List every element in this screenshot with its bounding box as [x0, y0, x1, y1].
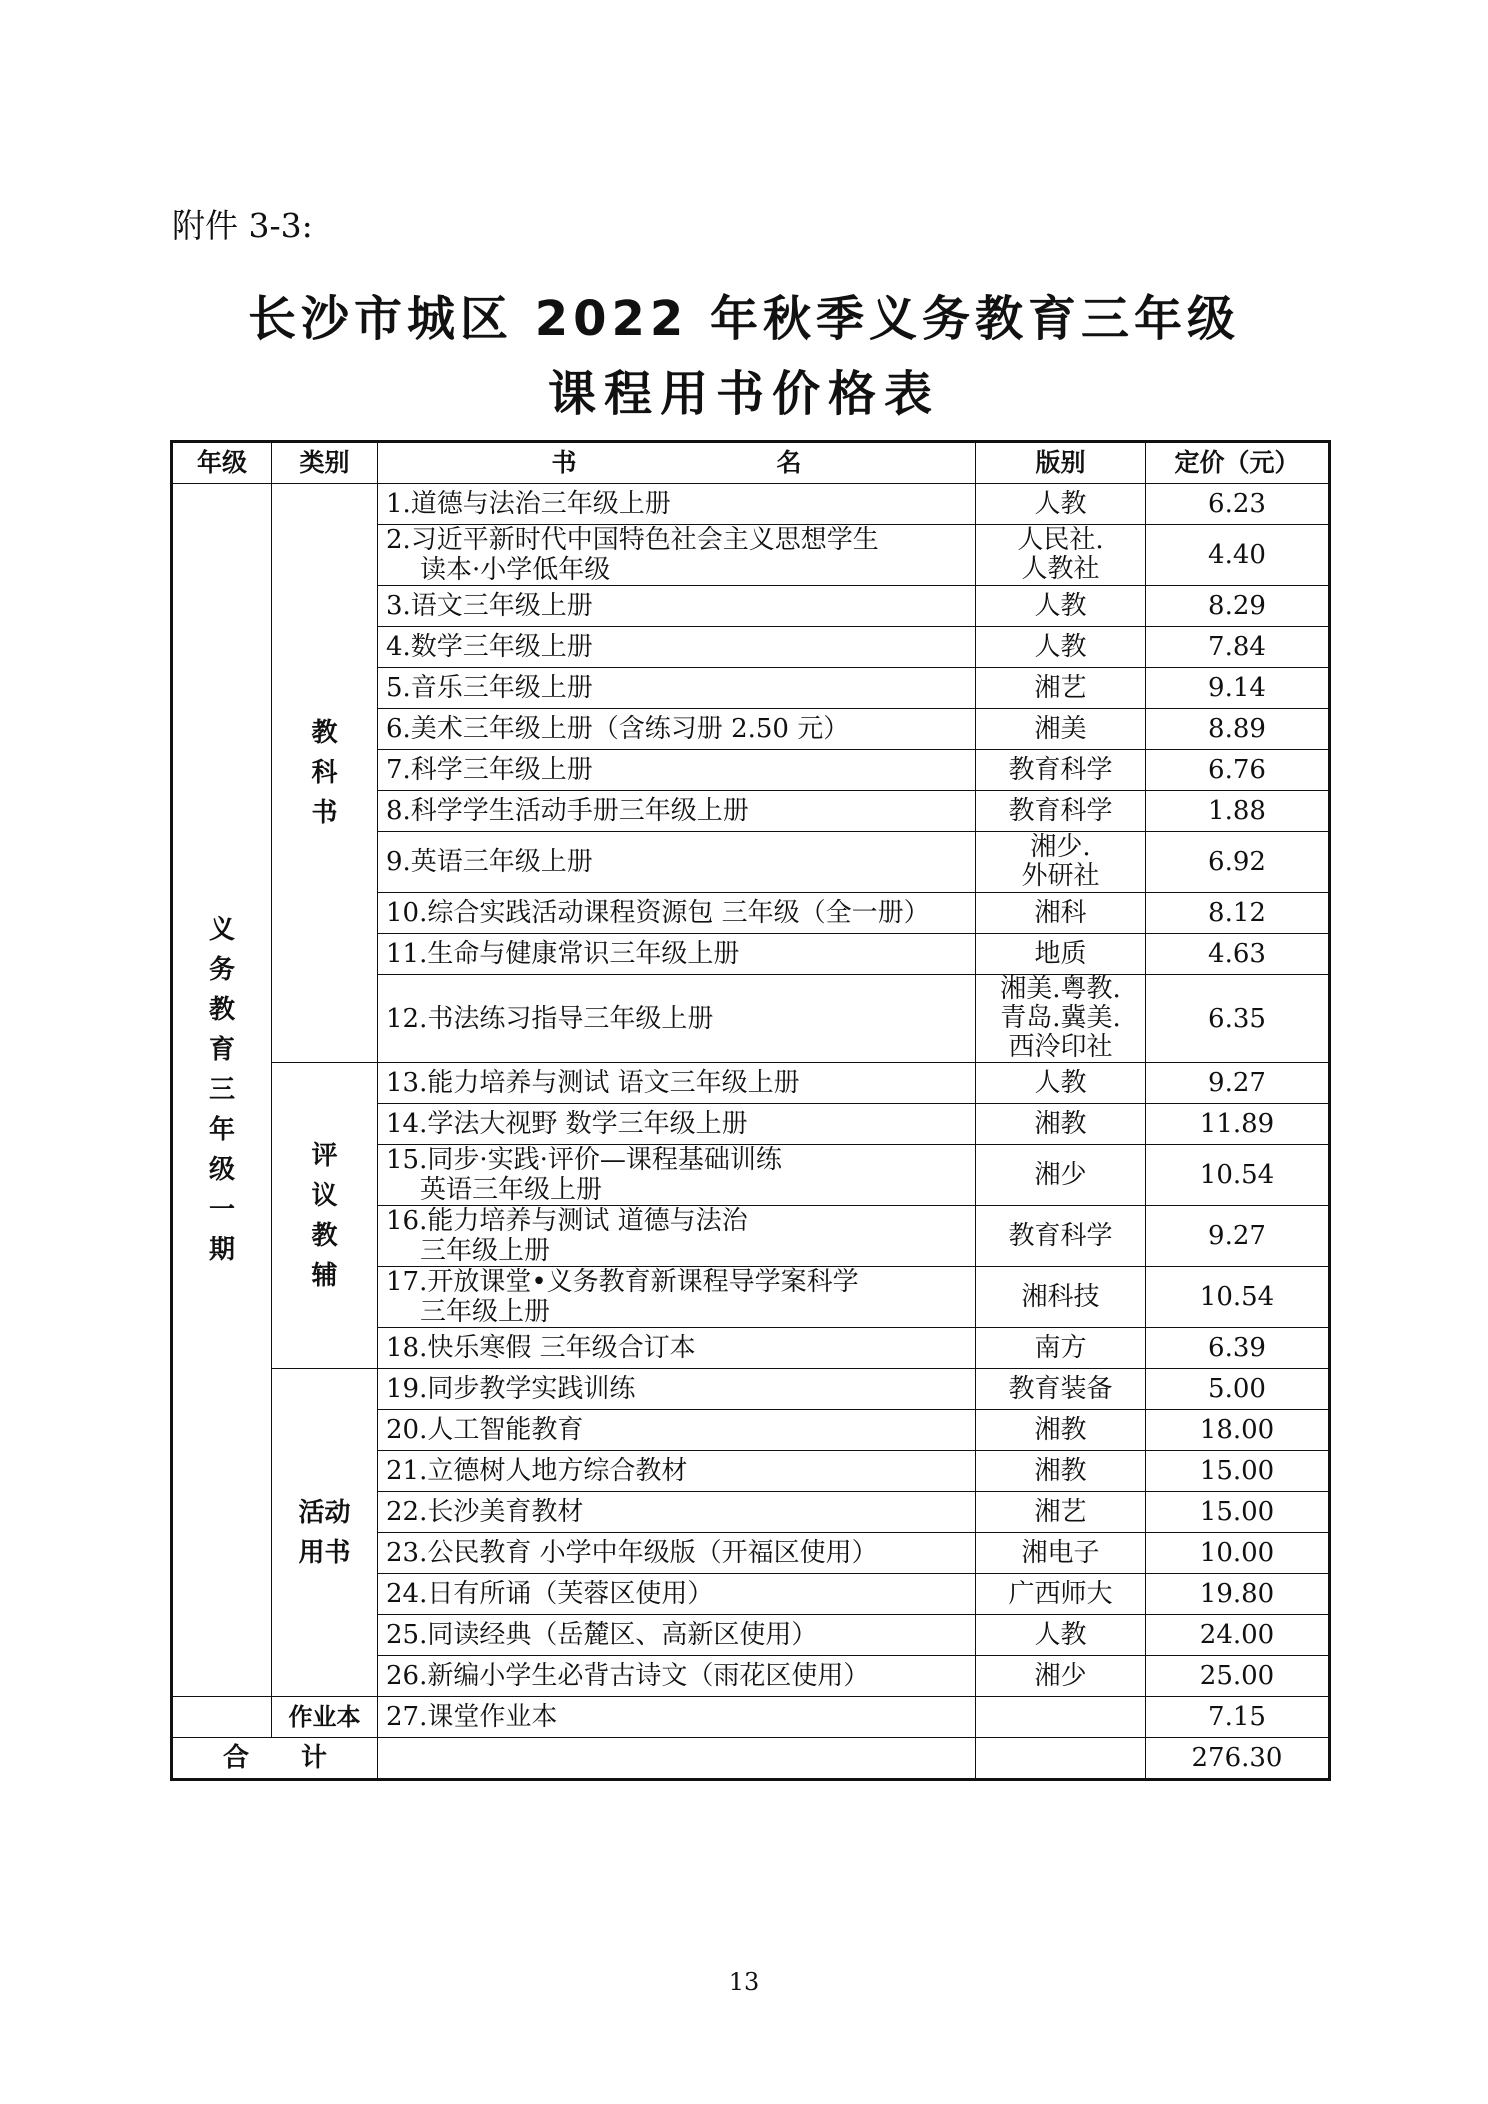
book-name: 26.新编小学生必背古诗文（雨花区使用） [386, 1661, 870, 1691]
edition-cell [976, 525, 1146, 586]
book-name-cell [378, 1451, 976, 1492]
edition: 地质 [1034, 938, 1087, 969]
price-cell: 6.35 [1146, 975, 1330, 1063]
book-name: 19.同步教学实践训练 [386, 1374, 636, 1404]
book-name-line2: 三年级上册 [420, 1297, 551, 1327]
price-cell: 15.00 [1146, 1492, 1330, 1533]
book-name: 1.道德与法治三年级上册 [386, 489, 671, 519]
grade-cell-empty [172, 1697, 272, 1738]
book-name-cell [378, 750, 976, 791]
book-name: 18.快乐寒假 三年级合订本 [386, 1333, 696, 1363]
price-cell: 19.80 [1146, 1574, 1330, 1615]
book-name-line2: 读本·小学低年级 [420, 555, 611, 585]
price-cell: 4.40 [1146, 525, 1330, 586]
table-header-row [172, 442, 1330, 484]
book-name-line2: 三年级上册 [420, 1236, 551, 1266]
price-cell: 6.39 [1146, 1328, 1330, 1369]
page-number: 13 [728, 1968, 760, 1996]
book-name-cell [378, 586, 976, 627]
book-name-cell [378, 975, 976, 1063]
edition: 南方 [1034, 1332, 1087, 1363]
header-category: 类别 [272, 442, 378, 484]
price-cell: 9.27 [1146, 1206, 1330, 1267]
edition-cell [976, 832, 1146, 893]
price-cell: 5.00 [1146, 1369, 1330, 1410]
book-name-cell [378, 934, 976, 975]
book-name: 25.同读经典（岳麓区、高新区使用） [386, 1620, 818, 1650]
edition-cell [976, 668, 1146, 709]
page-title: 长沙市城区 2022 年秋季义务教育三年级 [247, 291, 1241, 347]
total-row [172, 1738, 1330, 1780]
category-textbook: 教 科 书 [272, 484, 378, 1063]
edition-cell [976, 1063, 1146, 1104]
edition: 湘美.粤教. [1000, 974, 1121, 1004]
book-name-cell [378, 484, 976, 525]
book-name: 8.科学学生活动手册三年级上册 [386, 796, 749, 826]
price-cell: 6.92 [1146, 832, 1330, 893]
book-name: 12.书法练习指导三年级上册 [386, 1003, 714, 1034]
edition-cell [976, 484, 1146, 525]
price-cell: 15.00 [1146, 1451, 1330, 1492]
edition: 湘教 [1034, 1455, 1087, 1486]
book-name-cell [378, 1267, 976, 1328]
edition: 湘教 [1034, 1414, 1087, 1445]
book-name-cell [378, 1697, 976, 1738]
edition: 人教 [1034, 1067, 1087, 1098]
book-name-cell [378, 1615, 976, 1656]
book-name-cell [378, 1410, 976, 1451]
price-table [170, 440, 1331, 1781]
edition-cell [976, 1104, 1146, 1145]
category-homework: 作业本 [272, 1697, 378, 1738]
edition-line2: 人教社 [1021, 554, 1100, 584]
book-name: 13.能力培养与测试 语文三年级上册 [386, 1068, 800, 1098]
book-name-line2: 英语三年级上册 [420, 1175, 603, 1205]
edition: 人教 [1034, 488, 1087, 519]
edition-cell [976, 1369, 1146, 1410]
book-name-cell [378, 1206, 976, 1267]
edition: 湘少. [1030, 832, 1091, 862]
book-name-cell [378, 893, 976, 934]
edition: 人教 [1034, 1619, 1087, 1650]
edition-cell [976, 1533, 1146, 1574]
category-review: 评 议 教 辅 [272, 1063, 378, 1369]
edition-cell [976, 934, 1146, 975]
book-name: 20.人工智能教育 [386, 1415, 584, 1445]
book-name-cell [378, 627, 976, 668]
book-name-cell [378, 1369, 976, 1410]
edition-cell [976, 709, 1146, 750]
edition-cell [976, 1697, 1146, 1738]
table-body [172, 484, 1330, 1780]
book-name-cell [378, 1574, 976, 1615]
edition-cell [976, 1492, 1146, 1533]
book-name: 10.综合实践活动课程资源包 三年级（全一册） [386, 898, 930, 928]
book-name-line1: 2.习近平新时代中国特色社会主义思想学生 [386, 525, 879, 555]
book-name-cell [378, 1533, 976, 1574]
table-row [172, 484, 1330, 525]
edition: 人民社. [1017, 525, 1104, 555]
book-name: 3.语文三年级上册 [386, 591, 593, 621]
edition-cell [976, 750, 1146, 791]
price-cell: 9.14 [1146, 668, 1330, 709]
price-cell: 11.89 [1146, 1104, 1330, 1145]
header-grade: 年级 [172, 442, 272, 484]
edition: 湘科 [1034, 897, 1087, 928]
edition: 湘少 [1034, 1660, 1087, 1691]
grade-label: 义 务 教 育 三 年 级 一 期 [208, 915, 235, 1265]
table-row [172, 1369, 1330, 1410]
edition: 湘美 [1034, 713, 1087, 744]
price-cell: 6.23 [1146, 484, 1330, 525]
edition: 湘电子 [1021, 1537, 1100, 1568]
edition: 教育科学 [1008, 1220, 1113, 1251]
price-cell: 7.15 [1146, 1697, 1330, 1738]
total-empty-name [378, 1738, 976, 1780]
edition: 人教 [1034, 631, 1087, 662]
edition-cell [976, 586, 1146, 627]
edition-cell [976, 1574, 1146, 1615]
book-name: 9.英语三年级上册 [386, 847, 593, 877]
book-name-cell [378, 709, 976, 750]
edition: 湘艺 [1034, 672, 1087, 703]
book-name: 21.立德树人地方综合教材 [386, 1456, 688, 1486]
price-cell: 8.29 [1146, 586, 1330, 627]
book-name-cell [378, 1063, 976, 1104]
book-name-line1: 17.开放课堂•义务教育新课程导学案科学 [386, 1267, 859, 1297]
attachment-label: 附件 3-3: [172, 206, 313, 245]
book-name: 27.课堂作业本 [386, 1702, 558, 1732]
total-label: 合 计 [172, 1738, 378, 1780]
edition: 湘科技 [1021, 1281, 1100, 1312]
edition-cell [976, 1328, 1146, 1369]
edition: 人教 [1034, 590, 1087, 621]
edition: 教育科学 [1008, 795, 1113, 826]
book-name: 11.生命与健康常识三年级上册 [386, 939, 740, 969]
book-name: 24.日有所诵（芙蓉区使用） [386, 1579, 714, 1609]
price-cell: 25.00 [1146, 1656, 1330, 1697]
price-cell: 18.00 [1146, 1410, 1330, 1451]
edition-line2: 青岛.冀美. [1000, 1003, 1121, 1033]
price-cell: 1.88 [1146, 791, 1330, 832]
edition-cell [976, 1451, 1146, 1492]
price-cell: 4.63 [1146, 934, 1330, 975]
price-cell: 7.84 [1146, 627, 1330, 668]
edition: 湘教 [1034, 1108, 1087, 1139]
edition-cell [976, 1145, 1146, 1206]
book-name-cell [378, 525, 976, 586]
edition-cell [976, 1410, 1146, 1451]
total-empty-edition [976, 1738, 1146, 1780]
edition-cell [976, 975, 1146, 1063]
table-row [172, 1063, 1330, 1104]
total-price: 276.30 [1146, 1738, 1330, 1780]
page-subtitle: 课程用书价格表 [547, 366, 940, 422]
book-name: 7.科学三年级上册 [386, 755, 593, 785]
book-name-line1: 15.同步·实践·评价—课程基础训练 [386, 1145, 782, 1175]
book-name: 23.公民教育 小学中年级版（开福区使用） [386, 1538, 878, 1568]
book-name-cell [378, 832, 976, 893]
price-cell: 8.89 [1146, 709, 1330, 750]
edition-cell [976, 1206, 1146, 1267]
edition: 广西师大 [1008, 1578, 1113, 1609]
header-book-name: 书 名 [378, 442, 976, 484]
price-cell: 8.12 [1146, 893, 1330, 934]
book-name: 6.美术三年级上册（含练习册 2.50 元） [386, 714, 850, 744]
book-name: 22.长沙美育教材 [386, 1497, 584, 1527]
price-cell: 24.00 [1146, 1615, 1330, 1656]
price-cell: 9.27 [1146, 1063, 1330, 1104]
table-row [172, 1697, 1330, 1738]
price-cell: 10.54 [1146, 1145, 1330, 1206]
book-name-cell [378, 1492, 976, 1533]
book-name-cell [378, 1145, 976, 1206]
edition: 教育装备 [1008, 1373, 1113, 1404]
header-edition: 版别 [976, 442, 1146, 484]
category-activity: 活动 用书 [272, 1369, 378, 1697]
edition: 湘艺 [1034, 1496, 1087, 1527]
book-name: 4.数学三年级上册 [386, 632, 593, 662]
edition-cell [976, 1267, 1146, 1328]
book-name-cell [378, 1656, 976, 1697]
book-name: 14.学法大视野 数学三年级上册 [386, 1109, 748, 1139]
book-name-cell [378, 1328, 976, 1369]
edition: 湘少 [1034, 1159, 1087, 1190]
grade-cell [172, 484, 272, 1697]
price-cell: 6.76 [1146, 750, 1330, 791]
book-name: 5.音乐三年级上册 [386, 673, 593, 703]
book-name-cell [378, 791, 976, 832]
edition-line2: 外研社 [1021, 861, 1100, 891]
price-cell: 10.00 [1146, 1533, 1330, 1574]
price-cell: 10.54 [1146, 1267, 1330, 1328]
book-name-line1: 16.能力培养与测试 道德与法治 [386, 1206, 748, 1236]
edition-line3: 西泠印社 [1008, 1032, 1113, 1062]
edition-cell [976, 1615, 1146, 1656]
book-name-cell [378, 668, 976, 709]
edition-cell [976, 1656, 1146, 1697]
header-price: 定价（元） [1146, 442, 1330, 484]
edition-cell [976, 791, 1146, 832]
edition-cell [976, 893, 1146, 934]
edition-cell [976, 627, 1146, 668]
book-name-cell [378, 1104, 976, 1145]
edition: 教育科学 [1008, 754, 1113, 785]
